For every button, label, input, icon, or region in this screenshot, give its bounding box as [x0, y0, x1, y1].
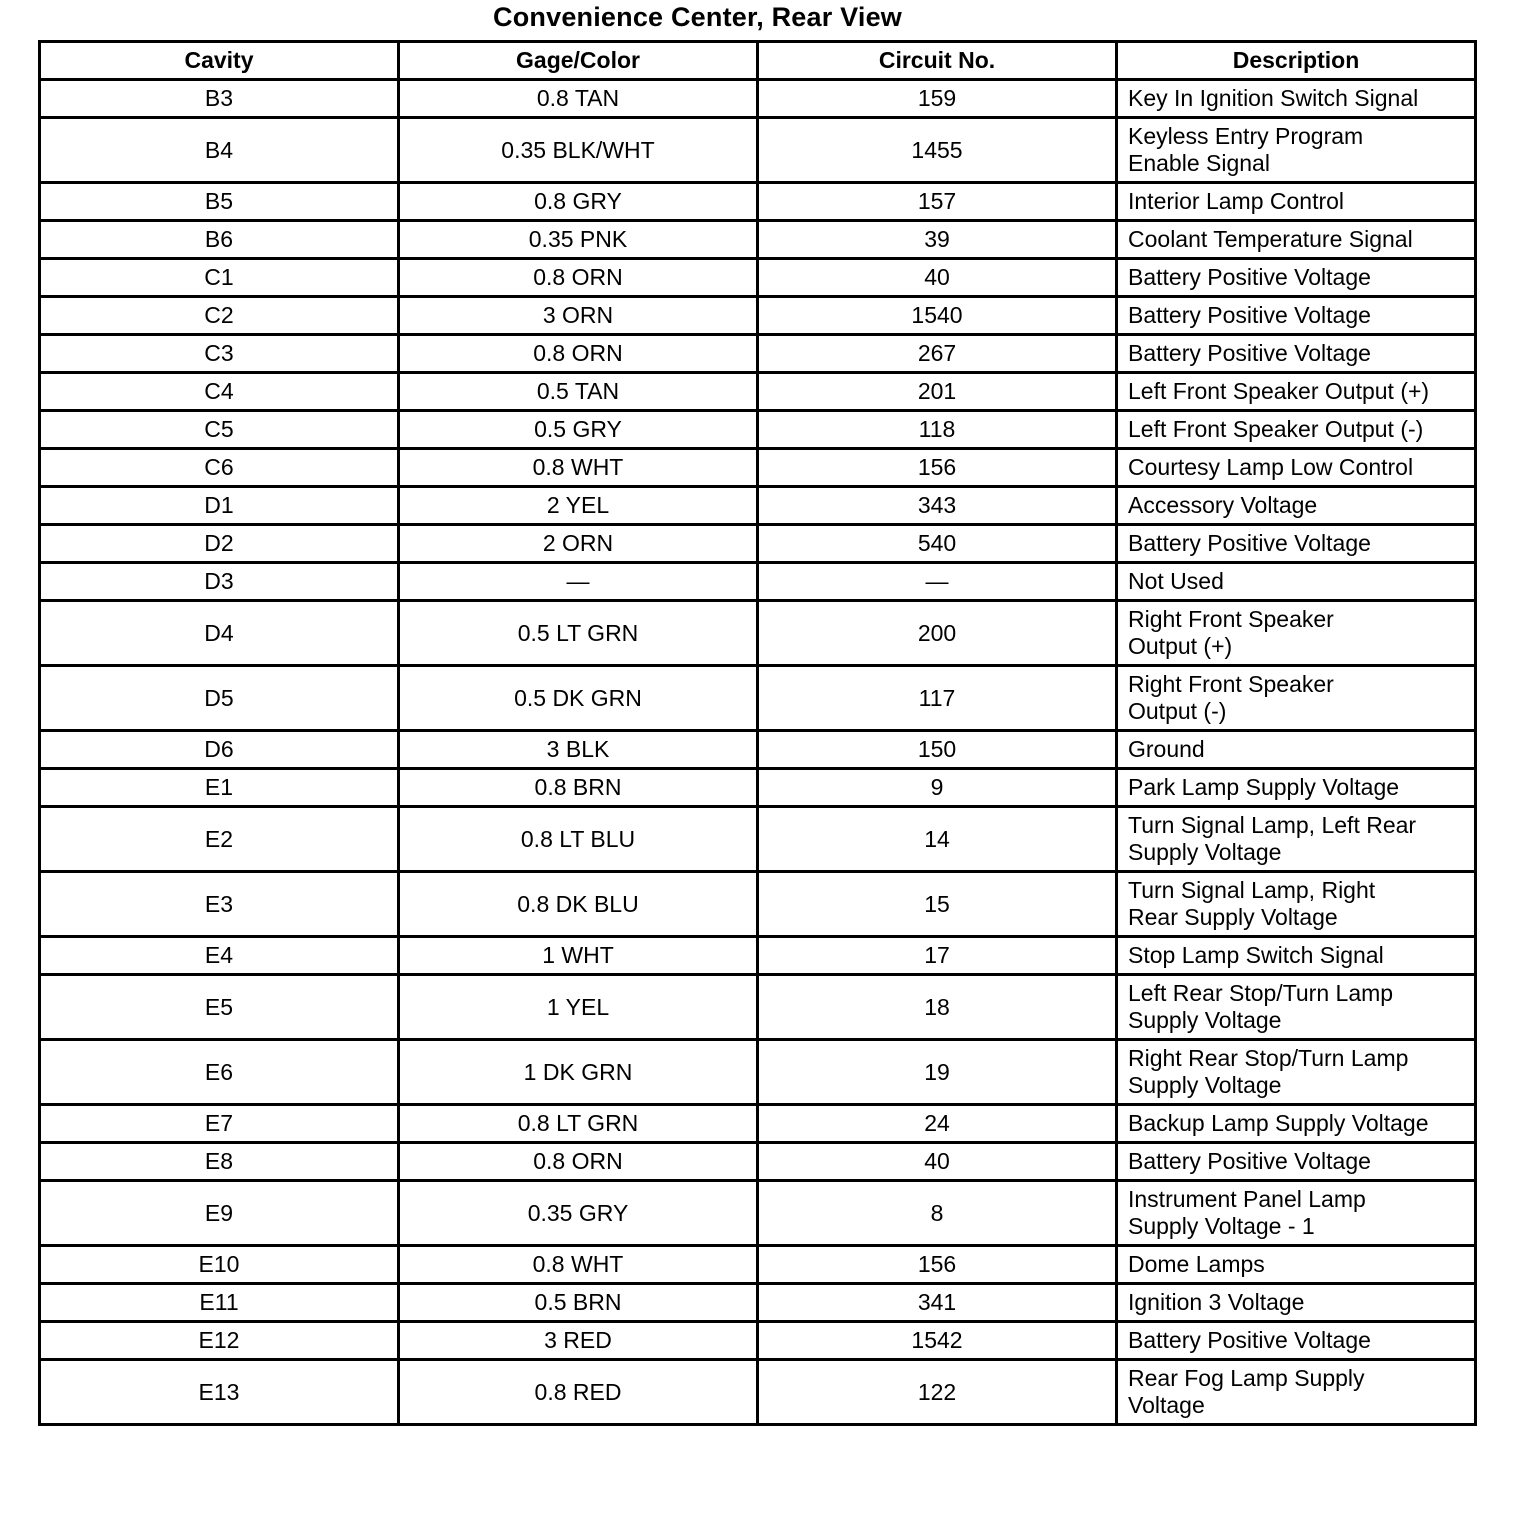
gage-color-cell: 0.8 ORN: [399, 1143, 758, 1181]
table-row: [40, 335, 1476, 373]
description-cell: Turn Signal Lamp, Right Rear Supply Voltage: [1117, 872, 1476, 937]
gage-color-cell: 0.35 PNK: [399, 221, 758, 259]
gage-color-cell: 3 ORN: [399, 297, 758, 335]
description-cell: Courtesy Lamp Low Control: [1117, 449, 1476, 487]
description-cell: Stop Lamp Switch Signal: [1117, 937, 1476, 975]
cavity-cell: B4: [40, 118, 399, 183]
table-row: [40, 601, 1476, 666]
cavity-cell: E7: [40, 1105, 399, 1143]
description-cell: Right Rear Stop/Turn Lamp Supply Voltage: [1117, 1040, 1476, 1105]
cavity-cell: C4: [40, 373, 399, 411]
table-row: [40, 666, 1476, 731]
table-row: [40, 769, 1476, 807]
gage-color-cell: 0.8 GRY: [399, 183, 758, 221]
table-row: [40, 183, 1476, 221]
gage-color-cell: 0.8 RED: [399, 1360, 758, 1425]
circuit-cell: 40: [758, 1143, 1117, 1181]
gage-color-cell: 0.8 ORN: [399, 335, 758, 373]
description-cell: Keyless Entry Program Enable Signal: [1117, 118, 1476, 183]
circuit-cell: 540: [758, 525, 1117, 563]
table-row: [40, 1360, 1476, 1425]
circuit-cell: 9: [758, 769, 1117, 807]
description-cell: Ignition 3 Voltage: [1117, 1284, 1476, 1322]
gage-color-cell: —: [399, 563, 758, 601]
table-row: [40, 221, 1476, 259]
gage-color-cell: 0.5 BRN: [399, 1284, 758, 1322]
circuit-cell: 341: [758, 1284, 1117, 1322]
table-row: [40, 373, 1476, 411]
cavity-cell: E12: [40, 1322, 399, 1360]
table-row: [40, 563, 1476, 601]
header-description: Description: [1117, 42, 1476, 80]
circuit-cell: 267: [758, 335, 1117, 373]
connector-table: [38, 40, 1477, 1426]
description-cell: Not Used: [1117, 563, 1476, 601]
circuit-cell: 159: [758, 80, 1117, 118]
circuit-cell: 1455: [758, 118, 1117, 183]
gage-color-cell: 0.5 LT GRN: [399, 601, 758, 666]
cavity-cell: E10: [40, 1246, 399, 1284]
description-cell: Left Rear Stop/Turn Lamp Supply Voltage: [1117, 975, 1476, 1040]
gage-color-cell: 0.8 WHT: [399, 1246, 758, 1284]
table-row: [40, 1284, 1476, 1322]
table-row: [40, 525, 1476, 563]
description-cell: Coolant Temperature Signal: [1117, 221, 1476, 259]
table-row: [40, 1105, 1476, 1143]
gage-color-cell: 0.5 TAN: [399, 373, 758, 411]
description-cell: Park Lamp Supply Voltage: [1117, 769, 1476, 807]
circuit-cell: 343: [758, 487, 1117, 525]
cavity-cell: B6: [40, 221, 399, 259]
gage-color-cell: 0.8 ORN: [399, 259, 758, 297]
header-cavity: Cavity: [40, 42, 399, 80]
description-cell: Right Front Speaker Output (-): [1117, 666, 1476, 731]
description-cell: Interior Lamp Control: [1117, 183, 1476, 221]
description-cell: Left Front Speaker Output (-): [1117, 411, 1476, 449]
circuit-cell: 118: [758, 411, 1117, 449]
gage-color-cell: 1 DK GRN: [399, 1040, 758, 1105]
circuit-cell: 39: [758, 221, 1117, 259]
table-row: [40, 80, 1476, 118]
cavity-cell: D6: [40, 731, 399, 769]
cavity-cell: D1: [40, 487, 399, 525]
circuit-cell: 201: [758, 373, 1117, 411]
description-cell: Battery Positive Voltage: [1117, 1322, 1476, 1360]
description-cell: Battery Positive Voltage: [1117, 525, 1476, 563]
cavity-cell: E8: [40, 1143, 399, 1181]
gage-color-cell: 0.8 LT GRN: [399, 1105, 758, 1143]
cavity-cell: E11: [40, 1284, 399, 1322]
description-cell: Battery Positive Voltage: [1117, 297, 1476, 335]
cavity-cell: C5: [40, 411, 399, 449]
gage-color-cell: 0.35 BLK/WHT: [399, 118, 758, 183]
description-cell: Right Front Speaker Output (+): [1117, 601, 1476, 666]
cavity-cell: B3: [40, 80, 399, 118]
cavity-cell: E2: [40, 807, 399, 872]
gage-color-cell: 0.8 TAN: [399, 80, 758, 118]
circuit-cell: 1540: [758, 297, 1117, 335]
description-cell: Key In Ignition Switch Signal: [1117, 80, 1476, 118]
circuit-cell: 17: [758, 937, 1117, 975]
gage-color-cell: 0.8 LT BLU: [399, 807, 758, 872]
table-row: [40, 259, 1476, 297]
cavity-cell: E3: [40, 872, 399, 937]
cavity-cell: E5: [40, 975, 399, 1040]
description-cell: Battery Positive Voltage: [1117, 335, 1476, 373]
circuit-cell: 156: [758, 1246, 1117, 1284]
description-cell: Battery Positive Voltage: [1117, 1143, 1476, 1181]
table-row: [40, 1040, 1476, 1105]
gage-color-cell: 3 BLK: [399, 731, 758, 769]
circuit-cell: 24: [758, 1105, 1117, 1143]
table-row: [40, 411, 1476, 449]
table-row: [40, 297, 1476, 335]
table-row: [40, 449, 1476, 487]
table-row: [40, 118, 1476, 183]
cavity-cell: D3: [40, 563, 399, 601]
table-row: [40, 872, 1476, 937]
cavity-cell: E1: [40, 769, 399, 807]
circuit-cell: 15: [758, 872, 1117, 937]
gage-color-cell: 0.8 WHT: [399, 449, 758, 487]
cavity-cell: D2: [40, 525, 399, 563]
table-row: [40, 1181, 1476, 1246]
circuit-cell: 8: [758, 1181, 1117, 1246]
gage-color-cell: 0.8 DK BLU: [399, 872, 758, 937]
cavity-cell: C2: [40, 297, 399, 335]
gage-color-cell: 2 YEL: [399, 487, 758, 525]
description-cell: Battery Positive Voltage: [1117, 259, 1476, 297]
description-cell: Rear Fog Lamp Supply Voltage: [1117, 1360, 1476, 1425]
cavity-cell: C6: [40, 449, 399, 487]
header-circuit-no: Circuit No.: [758, 42, 1117, 80]
gage-color-cell: 1 YEL: [399, 975, 758, 1040]
circuit-cell: 18: [758, 975, 1117, 1040]
page-title: Convenience Center, Rear View: [493, 2, 902, 32]
circuit-cell: 117: [758, 666, 1117, 731]
circuit-cell: 200: [758, 601, 1117, 666]
table-row: [40, 1246, 1476, 1284]
gage-color-cell: 0.5 DK GRN: [399, 666, 758, 731]
gage-color-cell: 2 ORN: [399, 525, 758, 563]
table-row: [40, 1143, 1476, 1181]
cavity-cell: C3: [40, 335, 399, 373]
gage-color-cell: 0.35 GRY: [399, 1181, 758, 1246]
cavity-cell: B5: [40, 183, 399, 221]
description-cell: Dome Lamps: [1117, 1246, 1476, 1284]
circuit-cell: 40: [758, 259, 1117, 297]
circuit-cell: 1542: [758, 1322, 1117, 1360]
cavity-cell: D4: [40, 601, 399, 666]
circuit-cell: 150: [758, 731, 1117, 769]
gage-color-cell: 0.5 GRY: [399, 411, 758, 449]
circuit-cell: —: [758, 563, 1117, 601]
description-cell: Turn Signal Lamp, Left Rear Supply Voltage: [1117, 807, 1476, 872]
cavity-cell: C1: [40, 259, 399, 297]
circuit-cell: 19: [758, 1040, 1117, 1105]
table-row: [40, 807, 1476, 872]
description-cell: Accessory Voltage: [1117, 487, 1476, 525]
cavity-cell: E9: [40, 1181, 399, 1246]
table-row: [40, 1322, 1476, 1360]
header-gage-color: Gage/Color: [399, 42, 758, 80]
header-row: [40, 42, 1476, 80]
table-row: [40, 487, 1476, 525]
cavity-cell: E6: [40, 1040, 399, 1105]
description-cell: Left Front Speaker Output (+): [1117, 373, 1476, 411]
circuit-cell: 156: [758, 449, 1117, 487]
circuit-cell: 14: [758, 807, 1117, 872]
gage-color-cell: 0.8 BRN: [399, 769, 758, 807]
table-row: [40, 937, 1476, 975]
circuit-cell: 157: [758, 183, 1117, 221]
description-cell: Ground: [1117, 731, 1476, 769]
table-row: [40, 731, 1476, 769]
cavity-cell: E4: [40, 937, 399, 975]
gage-color-cell: 3 RED: [399, 1322, 758, 1360]
cavity-cell: E13: [40, 1360, 399, 1425]
cavity-cell: D5: [40, 666, 399, 731]
gage-color-cell: 1 WHT: [399, 937, 758, 975]
description-cell: Instrument Panel Lamp Supply Voltage - 1: [1117, 1181, 1476, 1246]
circuit-cell: 122: [758, 1360, 1117, 1425]
table-row: [40, 975, 1476, 1040]
description-cell: Backup Lamp Supply Voltage: [1117, 1105, 1476, 1143]
